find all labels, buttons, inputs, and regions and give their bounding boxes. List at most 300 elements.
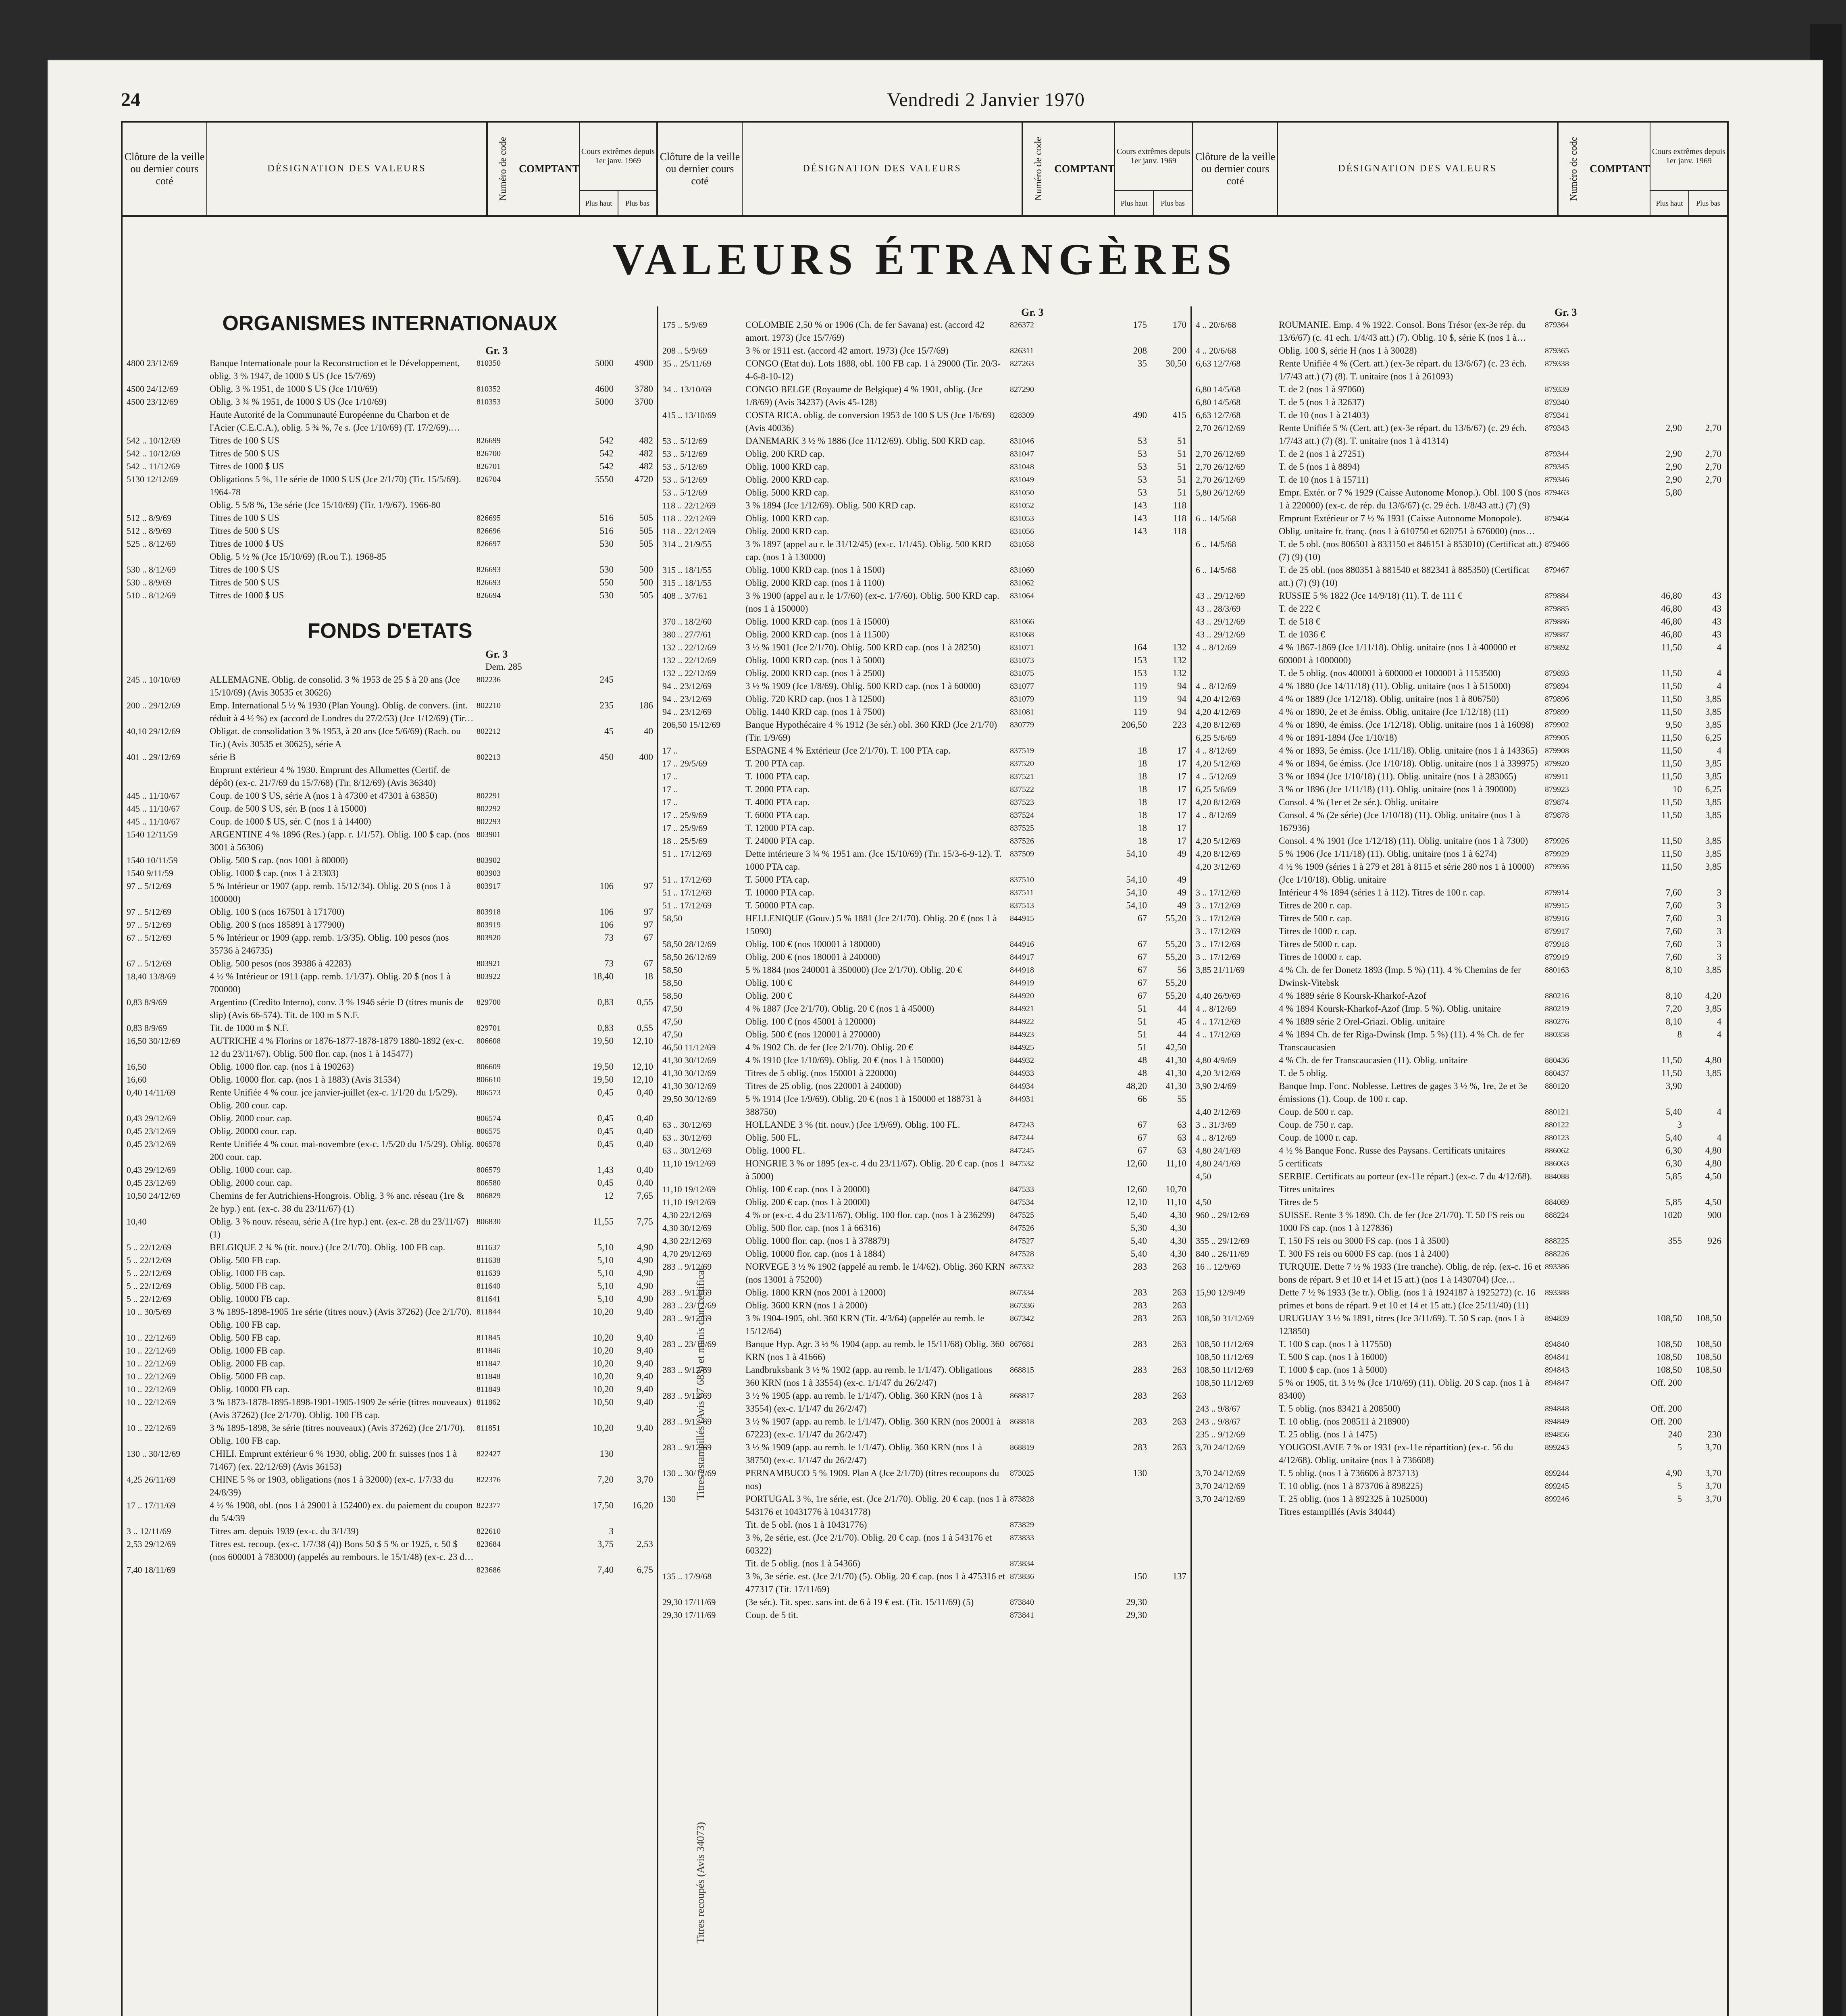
designation-text: Banque Hypothécaire 4 % 1912 (3e sér.) obl. 360 KRD (Jce 2/1/70) (Tir. 1/9/69) [745,720,997,743]
comptant-value [518,1112,574,1125]
plus-haut-value: 4,90 [1665,1468,1682,1478]
close-value: 41,30 30/12/69 [662,1055,716,1065]
close-value: 3 .. 17/12/69 [1196,926,1241,936]
plus-bas-value: 4,30 [1170,1223,1186,1233]
plus-bas-value: 12,10 [632,1075,653,1085]
designation-text: PORTUGAL 3 %, 1re série, est. (Jce 2/1/70). Oblig. 20 € cap. (nos 1 à 543176 et 10431776 à 10431778) [745,1494,1007,1517]
plus-bas-value: 63 [1177,1133,1186,1143]
code-number: 837510 [1010,875,1034,884]
plus-haut-value: 67 [1138,978,1147,988]
list-item [123,1499,657,1525]
code-number: 867334 [1010,1288,1034,1297]
plus-bas-value: 4,30 [1170,1236,1186,1246]
header-cours-extremes [580,123,656,215]
list-item [1192,641,1725,667]
designation-text: Titres de 100 $ US [210,513,279,523]
designation-text: Titres de 500 $ US [210,448,279,458]
plus-bas-value: 900 [1707,1210,1721,1220]
comptant-value [518,918,574,931]
comptant-value [1051,1209,1107,1222]
designation-text: HELLENIQUE (Gouv.) 5 % 1881 (Jce 2/1/70). Oblig. 20 € (nos 1 à 15090) [745,913,997,936]
column-3-entries [1192,306,1725,1518]
comptant-value [518,1383,574,1396]
comptant-value [1051,1312,1107,1338]
code-number: 837523 [1010,798,1034,807]
header-comptant: COMPTANT [1590,123,1650,215]
code-number: 879917 [1545,927,1569,936]
header-plus-haut: Plus haut [580,191,618,215]
plus-bas-value: 9,40 [637,1358,653,1368]
close-value: 10 .. 22/12/69 [127,1333,176,1343]
plus-haut-value: 208 [1133,346,1147,356]
close-value: 132 .. 22/12/69 [662,642,716,652]
plus-haut-value: 19,50 [593,1062,614,1072]
close-value: 130 [662,1494,676,1504]
plus-haut-value [1110,383,1147,409]
close-value: 4,80 24/1/69 [1196,1158,1241,1168]
code-number: 826700 [477,449,501,458]
comptant-value [1051,1093,1107,1118]
plus-haut-value [1645,1260,1682,1286]
comptant-value [1586,886,1642,899]
code-number: 879894 [1545,682,1569,691]
designation-text: Oblig. 1000 KRD cap. [745,462,829,472]
comptant-value [1586,1106,1642,1118]
list-item [658,1518,1190,1531]
comptant-value [1051,1118,1107,1131]
code-number: 802293 [477,817,501,826]
comptant-value [518,383,574,396]
list-item [123,1370,657,1383]
designation-text: Consol. 4 % 1901 (Jce 1/12/18) (11). Oblig. unitaire (nos 1 à 7300) [1279,836,1528,846]
designation-text: Oblig. 1800 KRN (nos 2001 à 12000) [745,1287,886,1297]
plus-haut-value: 119 [1133,694,1147,704]
header-comptant: COMPTANT [1055,123,1115,215]
plus-haut-value: 17,50 [593,1500,614,1510]
list-item [658,783,1190,796]
designation-text: 5 % or 1905, tit. 3 ½ % (Jce 1/10/69) (11). Oblig. 20 $ cap. (nos 1 à 83400) [1279,1378,1530,1401]
close-value: 16,60 [127,1075,147,1085]
designation-text: Titres de 10000 r. cap. [1279,952,1361,962]
plus-haut-value: 175 [1133,320,1147,330]
code-number: 811638 [477,1256,501,1265]
list-item [123,1164,657,1177]
comptant-value [518,1370,574,1383]
list-item [1192,693,1725,706]
plus-bas-value: 137 [1172,1571,1186,1581]
header-plus-bas: Plus bas [625,199,649,207]
plus-haut-value: Off. 200 [1650,1378,1682,1388]
code-number: 879892 [1545,643,1569,652]
designation-text: 4 % or 1891-1894 (Jce 1/10/18) [1279,733,1397,743]
designation-text: Oblig. 500 € (nos 120001 à 270000) [745,1029,880,1039]
code-number: 831058 [1010,540,1034,549]
comptant-value [1586,964,1642,989]
list-item [123,1060,657,1073]
close-value [1196,1506,1276,1518]
list-item [123,537,657,550]
plus-bas-value: 4,30 [1170,1249,1186,1259]
comptant-value [518,1447,574,1473]
plus-bas-value [1684,344,1721,357]
code-number [477,764,515,789]
plus-haut-value: 143 [1133,526,1147,536]
plus-bas-value [1684,1415,1721,1428]
close-value: 51 .. 17/12/69 [662,900,712,910]
comptant-value [518,1357,574,1370]
plus-bas-value: 17 [1177,746,1186,756]
plus-bas-value [1149,615,1186,628]
designation-text: Banque Internationale pour la Reconstruction et le Développement, oblig. 3 % 1947, de 1000 $ US (Jce 15/7/69) [210,358,460,381]
plus-haut-value [1110,538,1147,564]
plus-bas-value: 500 [639,577,653,587]
plus-haut-value: 355 [1668,1236,1682,1246]
plus-haut-value: 10,20 [593,1371,614,1381]
comptant-value [1051,744,1107,757]
plus-bas-value [1684,1260,1721,1286]
comptant-value [518,1189,574,1215]
list-item [658,460,1190,473]
list-item [658,1054,1190,1067]
close-value: 118 .. 22/12/69 [662,500,716,510]
list-item [123,1422,657,1447]
designation-text: T. 1000 PTA cap. [745,771,810,781]
comptant-value [1586,1428,1642,1441]
close-value: 11,10 19/12/69 [662,1184,716,1194]
code-number: 879338 [1545,359,1569,368]
close-value: 175 .. 5/9/69 [662,320,708,330]
comptant-value [1051,783,1107,796]
code-number: 873841 [1010,1611,1034,1620]
comptant-value [518,673,574,699]
plus-haut-value: 0,83 [597,1023,614,1033]
close-value: 0,83 8/9/69 [127,997,167,1007]
close-value: 4500 24/12/69 [127,384,178,394]
code-number: 802291 [477,791,501,800]
code-number: 811862 [477,1398,501,1407]
code-number: 879343 [1545,424,1569,433]
comptant-value [1586,1312,1642,1338]
code-number: 831073 [1010,656,1034,665]
close-value: 118 .. 22/12/69 [662,526,716,536]
designation-text [210,1564,474,1577]
designation-text: 4 % 1894 Koursk-Kharkof-Azof (Imp. 5 %). Oblig. unitaire [1279,1004,1501,1014]
designation-text: Titres de 5 oblig. (nos 150001 à 220000) [745,1068,897,1078]
designation-text: 4 % 1889 série 8 Koursk-Kharkof-Azof [1279,991,1426,1001]
plus-haut-value: 5,40 [1665,1133,1682,1143]
plus-bas-value: 263 [1172,1391,1186,1401]
comptant-value [1051,448,1107,460]
list-item [1192,809,1725,835]
plus-haut-value: 542 [599,448,614,458]
list-item [123,525,657,537]
plus-haut-value: 11,50 [1661,797,1682,807]
list-item [658,641,1190,654]
designation-text: T. de 10 (nos 1 à 21403) [1279,410,1369,420]
comptant-value [518,408,574,434]
code-number: 803918 [477,908,501,916]
plus-bas-value [616,764,653,789]
code-number: 831046 [1010,437,1034,446]
comptant-value [1051,719,1107,744]
comptant-value [1586,1131,1642,1144]
list-item [1192,964,1725,989]
plus-haut-value: 119 [1133,681,1147,691]
designation-text: 3 % 1897 (appel au r. le 31/12/45) (ex-c. 1/1/45). Oblig. 500 KRD cap. (nos 1 à 130000) [745,539,991,562]
plus-bas-value: 94 [1177,707,1186,717]
code-number: 873840 [1010,1598,1034,1607]
code-number: 847533 [1010,1185,1034,1194]
list-item [123,589,657,602]
plus-haut-value: Off. 200 [1650,1416,1682,1427]
designation-text: Haute Autorité de la Communauté Européenne du Charbon et de l'Acier (C.E.C.A.), oblig. 5 ¾ %, 7e s. (Jce 1/10/69) (T. 17/2/69). [210,410,451,433]
code-number: 811845 [477,1333,501,1342]
plus-haut-value: 11,50 [1661,1068,1682,1078]
plus-bas-value: 4,30 [1170,1210,1186,1220]
code-number: 844915 [1010,914,1034,923]
designation-text: Oblig. 1000 $ cap. (nos 1 à 23303) [210,868,339,878]
list-item [658,1015,1190,1028]
designation-text: 3 % 1895-1898-1905 1re série (titres nouv.) (Avis 37262) (Jce 2/1/70). Oblig. 100 FB cap. [210,1307,472,1330]
list-item [1192,1170,1725,1196]
code-number: 806608 [477,1037,501,1045]
list-item [123,673,657,699]
comptant-value [1051,667,1107,680]
plus-haut-value: 11,55 [593,1216,614,1227]
plus-haut-value: 18 [1138,810,1147,820]
plus-haut-value: 53 [1138,449,1147,459]
comptant-value [518,396,574,408]
comptant-value [1586,1402,1642,1415]
section-title: VALEURS ÉTRANGÈRES [612,235,1237,284]
header-plus-bas: Plus bas [1696,199,1720,207]
list-item [123,1383,657,1396]
close-value: 10 .. 22/12/69 [127,1345,176,1356]
plus-haut-value: 11,50 [1661,707,1682,717]
list-item [658,357,1190,383]
designation-text: Oblig. 200 $ (nos 185891 à 177900) [210,920,345,930]
comptant-value [1051,1338,1107,1364]
designation-text: ALLEMAGNE. Oblig. de consolid. 3 % 1953 de 25 $ à 20 ans (Jce 15/10/69) (Avis 30535 et 30626) [210,675,460,698]
comptant-value [1586,512,1642,538]
comptant-value [1586,1248,1642,1260]
plus-haut-value: 11,50 [1661,836,1682,846]
close-value: 17 .. [662,746,678,756]
comptant-value [1586,835,1642,848]
plus-bas-value: 3 [1717,926,1721,936]
designation-text: Coup. de 100 $ US, série A (nos 1 à 47300 et 47301 à 63850) [210,791,437,801]
close-value: 4 .. 8/12/69 [1196,642,1236,652]
close-value: 10,40 [127,1216,147,1227]
list-item [658,383,1190,409]
code-number: 888225 [1545,1237,1569,1245]
plus-bas-value [1149,1493,1186,1518]
close-value: 4,20 8/12/69 [1196,797,1241,807]
plus-bas-value: 43 [1712,591,1721,601]
plus-haut-value: 5,10 [597,1294,614,1304]
column-2-vertical-note-1: Titres estampillés (Avis 67 683) et munis d'un certificat [695,1267,706,1500]
list-item [658,964,1190,977]
plus-haut-value [576,828,614,854]
comptant-value [518,854,574,867]
comptant-value [518,1267,574,1280]
designation-text: Obligations 5 %, 11e série de 1000 $ US (Jce 2/1/70) (Tir. 15/5/69). 1964-78 [210,474,461,497]
close-value: 512 .. 8/9/69 [127,526,172,536]
plus-haut-value: 516 [599,513,614,523]
plus-haut-value: 530 [599,539,614,549]
close-value: 283 .. 9/12/69 [662,1442,712,1452]
designation-text: Oblig. 1000 KRD cap. (nos 1 à 15000) [745,616,890,627]
close-value: 10 .. 22/12/69 [127,1423,176,1433]
plus-bas-value: 17 [1177,758,1186,768]
designation-text: Chemins de fer Autrichiens-Hongrois. Oblig. 3 % anc. réseau (1re & 2e hyp.) ent. (ex-c. 38 du 23/11/67) (1) [210,1191,464,1214]
list-item [123,1473,657,1499]
plus-bas-value [616,1447,653,1473]
designation-text: T. 25 oblig. (nos 1 à 892325 à 1025000) [1279,1494,1428,1504]
comptant-value [1051,938,1107,951]
designation-text: T. de 1036 € [1279,629,1325,639]
close-value: 445 .. 11/10/67 [127,804,180,814]
comptant-value [1586,615,1642,628]
designation-text: 4 ½ % Banque Fonc. Russe des Paysans. Certificats unitaires [1279,1145,1506,1156]
plus-bas-value: 3 [1717,913,1721,923]
code-number: 867332 [1010,1262,1034,1271]
code-number: 806575 [477,1127,501,1136]
code-number: 868819 [1010,1443,1034,1452]
close-value: 0,43 29/12/69 [127,1165,176,1175]
designation-text: 3 % or 1894 (Jce 1/10/18) (11). Oblig. unitaire (nos 1 à 283065) [1279,771,1517,781]
plus-bas-value: 55,20 [1165,939,1186,949]
comptant-value [1051,1596,1107,1609]
designation-text: Oblig. 500 FB cap. [210,1333,281,1343]
code-number: 837526 [1010,837,1034,846]
close-value: 6,63 12/7/68 [1196,410,1241,420]
list-item [1192,1364,1725,1377]
close-value: 3 .. 12/11/69 [127,1526,171,1536]
designation-text: Titres de 1000 $ US [210,461,284,471]
comptant-value [1586,719,1642,731]
code-number: 810352 [477,385,501,394]
plus-haut-value: 5,40 [1130,1210,1147,1220]
plus-haut-value: 150 [1133,1571,1147,1581]
list-item [123,996,657,1022]
close-value: 58,50 [662,991,683,1001]
plus-haut-value: 45 [604,726,614,736]
list-item [1192,486,1725,512]
plus-bas-value: 55,20 [1165,952,1186,962]
header-numero: Numéro de code [1558,123,1590,215]
list-item [123,408,657,434]
designation-text: 3 % 1904-1905, obl. 360 KRN (Tit. 4/3/64) (appelée au remb. le 15/12/64) [745,1313,984,1336]
list-item [1192,848,1725,860]
code-number: 894841 [1545,1353,1569,1362]
comptant-value [518,1293,574,1306]
code-number: 811640 [477,1282,501,1291]
plus-bas-value [616,673,653,699]
header-designation: DÉSIGNATION DES VALEURS [1278,123,1558,215]
close-value: 135 .. 17/9/68 [662,1571,712,1581]
plus-haut-value: 67 [1138,952,1147,962]
comptant-value [1051,989,1107,1002]
plus-bas-value: 482 [639,448,653,458]
code-number: 879885 [1545,604,1569,613]
code-number: 879874 [1545,798,1569,807]
close-value: 108,50 31/12/69 [1196,1313,1254,1323]
comptant-value [1051,654,1107,667]
plus-haut-value: 5,10 [597,1242,614,1252]
plus-bas-value: 3 [1717,939,1721,949]
plus-haut-value: 10,50 [593,1397,614,1407]
designation-text: Oblig. 2000 KRD cap. [745,475,829,485]
code-number: 879344 [1545,450,1569,458]
designation-text: 3 % 1900 (appel au r. le 1/7/60) (ex-c. 1/7/60). Oblig. 500 KRD cap. (nos 1 à 150000) [745,591,999,614]
designation-text: Oblig. 100 € [745,978,792,988]
code-number: 868817 [1010,1391,1034,1400]
code-number: 894847 [1545,1379,1569,1387]
comptant-value [1586,860,1642,886]
designation-text: T. de 2 (nos 1 à 27251) [1279,449,1365,459]
close-value: 11,10 19/12/69 [662,1197,716,1207]
plus-bas-value [616,828,653,854]
comptant-value [518,1280,574,1293]
plus-haut-value [1645,1286,1682,1312]
designation-text: Emp. International 5 ½ % 1930 (Plan Young). Oblig. de convers. (int. réduit à 4 ½ %) ex (accord de Londres du 27/2/53) (Jce 1/12/69) (Tir. [210,700,468,723]
designation-text: Rente Unifiée 4 % (Cert. att.) (ex-3e répart. du 13/6/67) (c. 23 éch. 1/7/43 att.) (7) (8). T. unitaire (nos 1 à 261093) [1279,358,1527,381]
comptant-value [518,906,574,918]
close-value: 4 .. 17/12/69 [1196,1016,1241,1027]
plus-bas-value: 4,90 [637,1242,653,1252]
comptant-value [1586,770,1642,783]
comptant-value [1586,1144,1642,1157]
close-value: 1540 9/11/59 [127,868,173,878]
designation-text: Oblig. 5000 KRD cap. [745,487,829,498]
plus-bas-value: 3,85 [1705,836,1721,846]
list-item [658,538,1190,564]
close-value: 6 .. 14/5/68 [1196,565,1236,575]
plus-bas-value: 263 [1172,1339,1186,1349]
close-value: 283 .. 23/10/69 [662,1339,716,1349]
plus-bas-value [1149,1531,1186,1557]
close-value: 10 .. 22/12/69 [127,1358,176,1368]
plus-bas-value: 4 [1717,642,1721,652]
plus-bas-value: 3,85 [1705,849,1721,859]
comptant-value [1051,1131,1107,1144]
code-number: 803917 [477,882,501,891]
close-value: 108,50 11/12/69 [1196,1365,1254,1375]
code-number: 822376 [477,1475,501,1484]
list-item [658,770,1190,783]
comptant-value [518,1073,574,1086]
close-value: 283 .. 9/12/69 [662,1313,712,1323]
close-value: 47,50 [662,1016,683,1027]
close-value: 208 .. 5/9/69 [662,346,708,356]
designation-text: Consol. 4 % (2e série) (Jce 1/10/18) (11). Oblig. unitaire (nos 1 à 167936) [1279,810,1520,833]
code-number: 831079 [1010,695,1034,704]
code-number: 831053 [1010,514,1034,523]
close-value: 2,70 26/12/69 [1196,462,1245,472]
plus-haut-value [1645,409,1682,422]
list-item [1192,1351,1725,1364]
code-number: 831049 [1010,475,1034,484]
list-item [658,796,1190,809]
list-item [1192,1209,1725,1235]
list-item [1192,1196,1725,1209]
code-number: 837520 [1010,759,1034,768]
comptant-value [518,434,574,447]
close-value: 445 .. 11/10/67 [127,816,180,827]
list-item [658,577,1190,589]
comptant-value [1051,873,1107,886]
